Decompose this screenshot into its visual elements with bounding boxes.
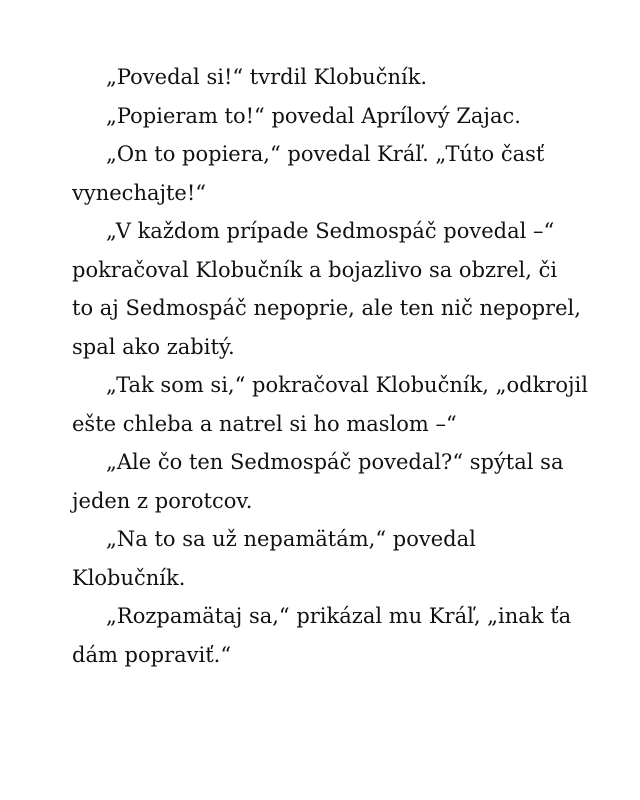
paragraph-7 [72, 520, 572, 597]
paragraph-3 [72, 135, 572, 212]
paragraph-5 [72, 366, 588, 443]
text-line: „Povedal si!“ tvrdil Klobučník. [106, 65, 428, 89]
text-line: „Na to sa už nepamätám,“ povedal [106, 527, 476, 551]
text-line: vynechajte!“ [72, 180, 207, 205]
text-line: „Tak som si,“ pokračoval Klobučník, „odkrojil [106, 373, 588, 397]
text-line: „Ale čo ten Sedmospáč povedal?“ spýtal sa [106, 450, 564, 474]
text-line: to aj Sedmospáč nepoprie, ale ten nič nepoprel, [72, 296, 581, 320]
text-line: spal ako zabitý. [72, 334, 235, 359]
text-line: „Rozpamätaj sa,“ prikázal mu Kráľ, „inak ťa [106, 604, 572, 628]
paragraph-6 [72, 443, 572, 520]
text-line: ešte chleba a natrel si ho maslom –“ [72, 411, 457, 436]
text-line: „V každom prípade Sedmospáč povedal –“ [106, 219, 555, 243]
text-line: „Popieram to!“ povedal Aprílový Zajac. [106, 103, 521, 128]
paragraph-2 [72, 97, 572, 136]
paragraph-1 [72, 58, 572, 97]
text-line: pokračoval Klobučník a bojazlivo sa obzrel, či [72, 257, 558, 282]
paragraph-8 [72, 597, 572, 674]
text-line: dám popraviť.“ [72, 642, 232, 667]
text-line: „On to popiera,“ povedal Kráľ. „Túto časť [106, 142, 545, 166]
book-page [72, 58, 588, 674]
text-line: Klobučník. [72, 565, 186, 590]
paragraph-4 [72, 212, 581, 366]
text-line: jeden z porotcov. [72, 488, 253, 513]
